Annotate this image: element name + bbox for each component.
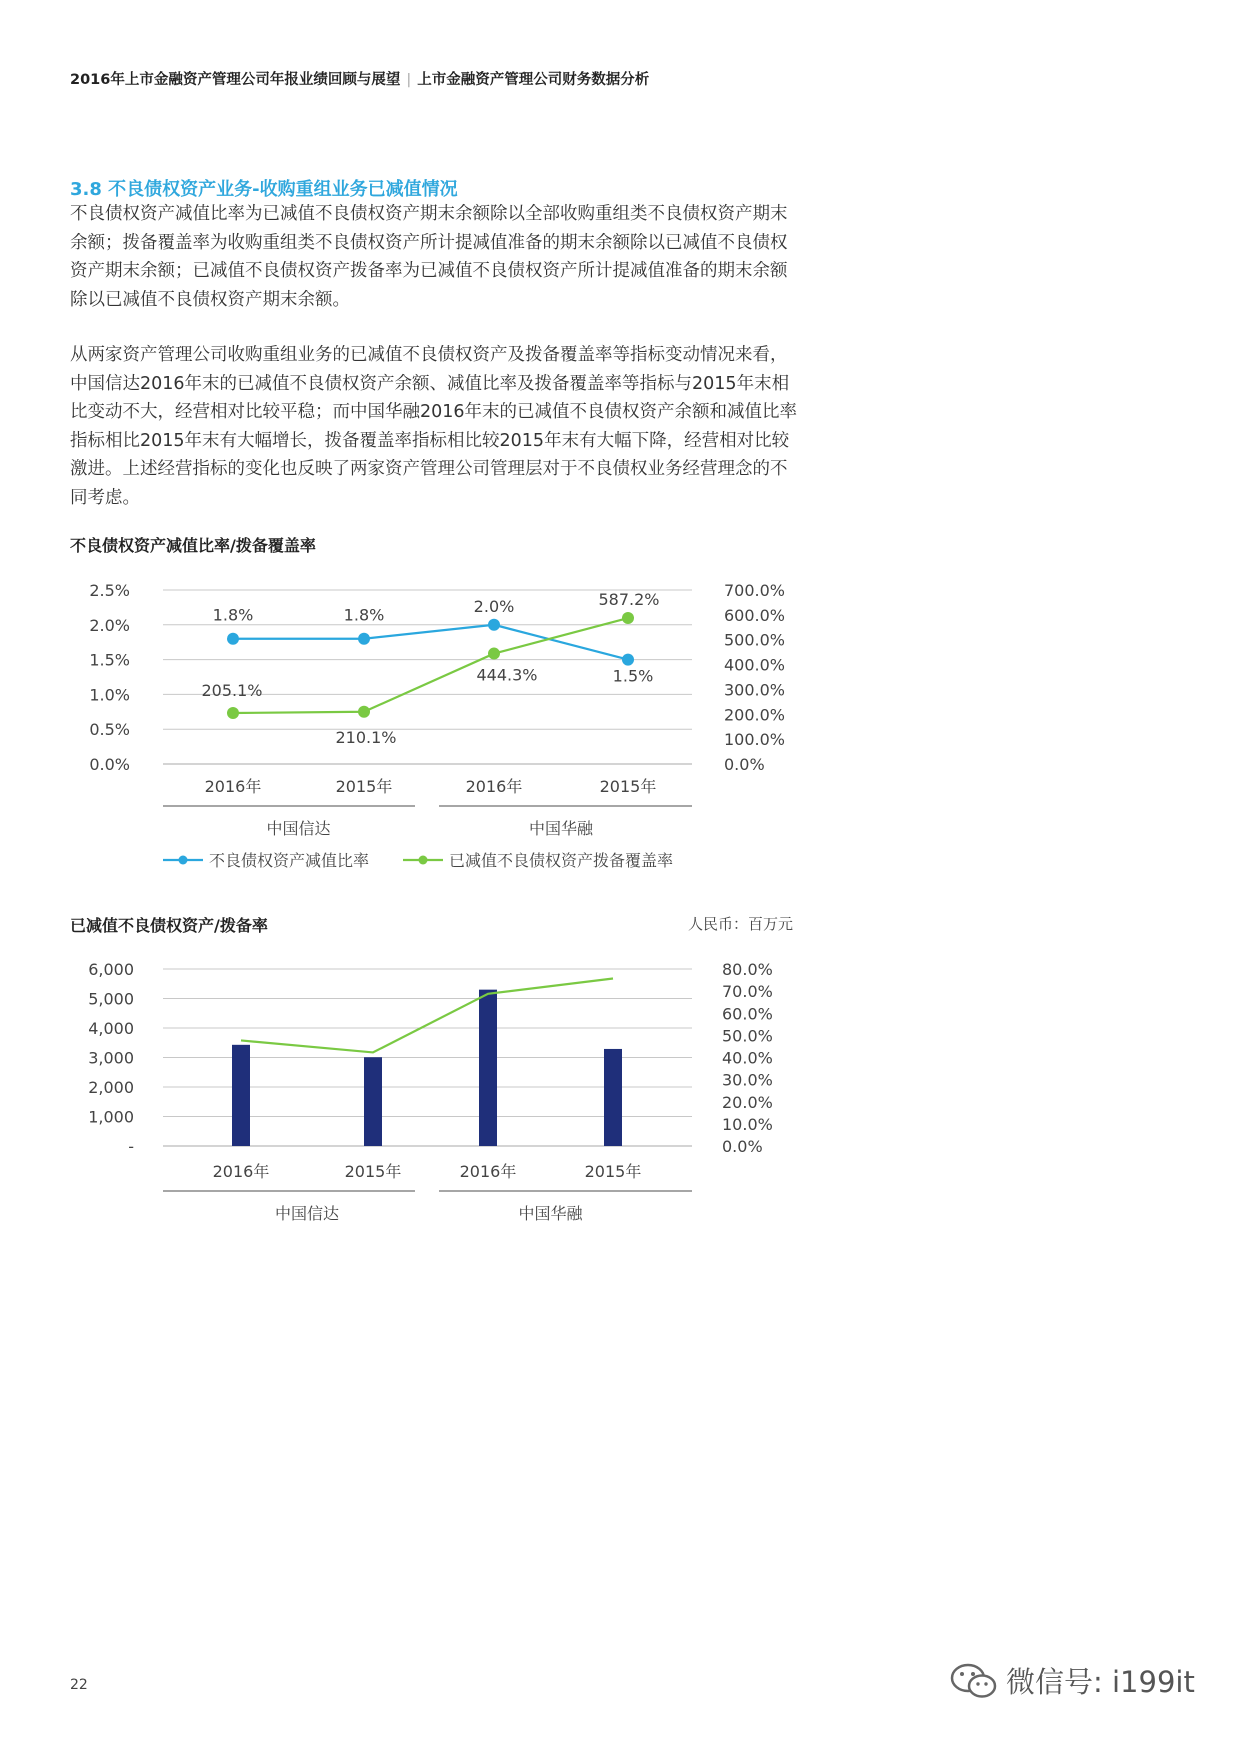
chart2-right-tick-label: 30.0%	[722, 1070, 773, 1090]
chart1-right-tick-label: 300.0%	[724, 680, 786, 700]
chart2-left-tick-label: 6,000	[88, 960, 134, 979]
watermark	[948, 1660, 1195, 1701]
chart1-right-tick-label: 100.0%	[724, 730, 786, 750]
chart1-series-line-1	[233, 625, 628, 660]
page-number: 22	[70, 1677, 88, 1693]
chart1-series-point-1	[488, 619, 500, 631]
chart2-group-label: 中国华融	[518, 1204, 583, 1223]
chart1-data-label: 1.8%	[343, 605, 385, 625]
chart1-left-tick-label: 0.5%	[89, 720, 130, 740]
chart2-series-line-2	[241, 979, 613, 1053]
wechat-icon	[948, 1661, 1000, 1701]
chart1-category-label: 2015年	[599, 777, 657, 796]
chart1-legend-label: 已减值不良债权资产拨备覆盖率	[449, 851, 674, 870]
chart1-right-tick-label: 700.0%	[724, 581, 786, 600]
chart1-legend-label: 不良债权资产减值比率	[209, 851, 370, 870]
chart2-right-tick-label: 10.0%	[722, 1114, 773, 1134]
chart1-category-label: 2016年	[465, 777, 523, 796]
chart1-left-tick-label: 2.0%	[89, 615, 130, 635]
chart1-legend-marker	[179, 856, 188, 865]
page-header	[70, 68, 649, 89]
chart2-left-tick-label: 5,000	[88, 989, 134, 1009]
chart1-right-tick-label: 500.0%	[724, 630, 786, 650]
watermark-text: 微信号: i199it	[1006, 1665, 1195, 1699]
chart1-data-label: 587.2%	[598, 590, 660, 610]
chart2-right-tick-label: 50.0%	[722, 1026, 773, 1046]
chart2-bar	[604, 1049, 622, 1146]
chart1-right-tick-label: 600.0%	[724, 605, 786, 625]
chart2-right-tick-label: 40.0%	[722, 1048, 773, 1068]
chart1-series-point-2	[488, 648, 500, 660]
chart1-right-tick-label: 200.0%	[724, 705, 786, 725]
chart2-right-tick-label: 20.0%	[722, 1092, 773, 1112]
chart1-series-point-1	[358, 633, 370, 645]
chart2-bar	[479, 990, 497, 1146]
chart2-left-tick-label: 4,000	[88, 1019, 134, 1038]
chart2-category-label: 2016年	[212, 1162, 270, 1181]
chart1-data-label: 1.8%	[212, 605, 254, 625]
chart1-data-label: 2.0%	[473, 596, 515, 616]
chart2-category-label: 2015年	[584, 1162, 642, 1181]
chart2-impaired-assets-provision	[0, 940, 1240, 1270]
chart2-category-label: 2015年	[344, 1162, 402, 1181]
chart1-impairment-coverage	[0, 560, 1240, 880]
header-separator: |	[406, 72, 412, 88]
chart2-left-tick-label: -	[128, 1137, 134, 1156]
chart1-series-point-2	[622, 612, 634, 624]
chart2-title: 已减值不良债权资产/拨备率	[70, 916, 268, 935]
chart2-right-tick-label: 80.0%	[722, 960, 773, 979]
chart2-group-label: 中国信达	[274, 1204, 340, 1223]
chart1-left-tick-label: 2.5%	[89, 581, 130, 600]
section-title: 3.8 不良债权资产业务-收购重组业务已减值情况	[70, 179, 458, 200]
chart1-data-label: 1.5%	[612, 666, 654, 686]
chart2-right-tick-label: 60.0%	[722, 1004, 773, 1024]
chart1-right-tick-label: 400.0%	[724, 655, 786, 675]
chart1-left-tick-label: 1.5%	[89, 650, 130, 670]
chart1-group-label: 中国华融	[528, 819, 594, 838]
chart1-right-tick-label: 0.0%	[724, 755, 765, 774]
chart1-data-label: 210.1%	[335, 727, 397, 747]
chart2-left-tick-label: 1,000	[88, 1107, 134, 1127]
chart2-unit: 人民币：百万元	[687, 915, 793, 933]
chart1-series-point-1	[622, 654, 634, 666]
chart1-data-label: 444.3%	[476, 665, 538, 685]
chart1-legend-marker	[419, 856, 428, 865]
chart2-left-tick-label: 3,000	[88, 1048, 134, 1068]
paragraph-definition: 不良债权资产减值比率为已减值不良债权资产期末余额除以全部收购重组类不良债权资产期末余额；拨备覆盖率为收购重组类不良债权资产所计提减值准备的期末余额除以已减值不良债权资产期末余额；已减值不良债权资产拨备率为已减值不良债权资产所计提减值准备的期末余额除以已减值不良债权资产期末余额。	[70, 204, 788, 310]
chart1-group-label: 中国信达	[266, 819, 331, 838]
chart2-right-tick-label: 0.0%	[722, 1137, 763, 1156]
chart1-left-tick-label: 1.0%	[89, 685, 130, 705]
chart1-left-tick-label: 0.0%	[89, 755, 130, 774]
chart1-series-point-2	[358, 706, 370, 718]
paragraph-analysis: 从两家资产管理公司收购重组业务的已减值不良债权资产及拨备覆盖率等指标变动情况来看，中国信达2016年末的已减值不良债权资产余额、减值比率及拨备覆盖率等指标与2015年末相比变动不大，经营相对比较平稳；而中国华融2016年末的已减值不良债权资产余额和减值比率指标相比2015年末有大幅增长，拨备覆盖率指标相比较2015年末有大幅下降，经营相对比较激进。上述经营指标的变化也反映了两家资产管理公司管理层对于不良债权业务经营理念的不同考虑。	[70, 345, 798, 508]
chart2-left-tick-label: 2,000	[88, 1078, 134, 1097]
chart2-right-tick-label: 70.0%	[722, 982, 773, 1002]
header-title: 2016年上市金融资产管理公司年报业绩回顾与展望	[70, 72, 401, 88]
chart2-bar	[232, 1045, 250, 1146]
chart1-title: 不良债权资产减值比率/拨备覆盖率	[70, 536, 316, 555]
header-subtitle: 上市金融资产管理公司财务数据分析	[417, 72, 650, 88]
chart1-category-label: 2016年	[204, 777, 262, 796]
chart1-series-point-2	[227, 707, 239, 719]
chart1-series-point-1	[227, 633, 239, 645]
chart1-category-label: 2015年	[335, 777, 393, 796]
chart2-bar	[364, 1057, 382, 1146]
chart1-data-label: 205.1%	[201, 681, 263, 701]
chart2-category-label: 2016年	[459, 1162, 517, 1181]
